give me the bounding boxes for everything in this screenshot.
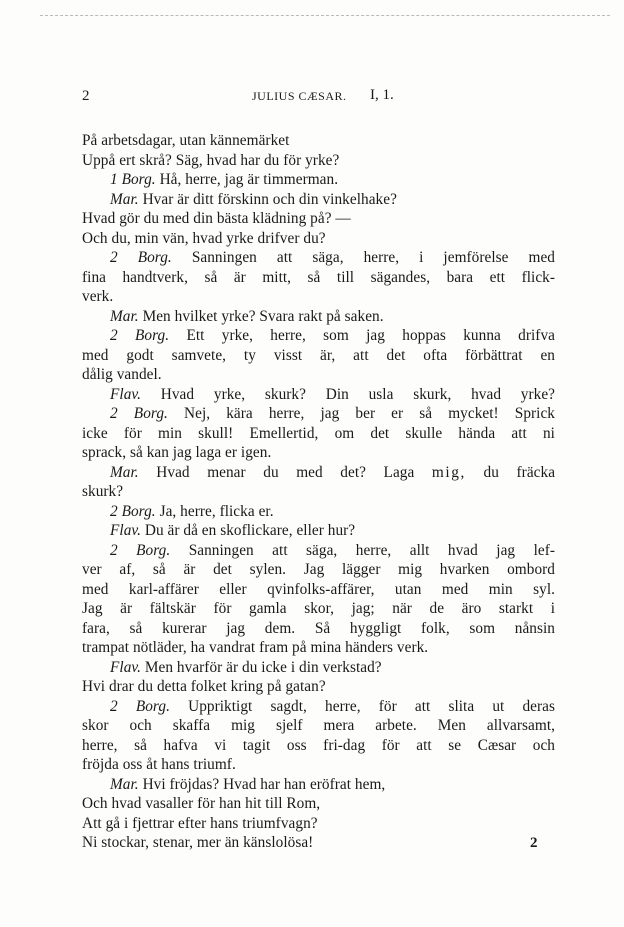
line-text: Sanningen att säga, herre, i jemförelse med (191, 249, 555, 266)
text-line (82, 716, 555, 736)
play-text-body (82, 131, 555, 853)
line-text: Hvad yrke, skurk? Din usla skurk, hvad yrke? (160, 385, 556, 403)
line-text: fara, så kurerar jag dem. Så hyggligt folk, som nånsin (82, 619, 555, 637)
scan-edge-artifact (40, 15, 610, 16)
line-text: Men hvilket yrke? Svara rakt på saken. (142, 307, 384, 325)
text-line (82, 307, 555, 327)
speaker-name: Mar. (110, 190, 139, 208)
text-line (82, 580, 555, 600)
text-line (82, 190, 555, 210)
text-line (82, 697, 555, 717)
line-text: Jag är fältskär för gamla skor, jag; när de äro starkt i (82, 600, 555, 617)
act-scene-marker: I, 1. (370, 87, 394, 103)
speaker-name: Mar. (110, 775, 139, 793)
speaker-name: Mar. (110, 307, 139, 325)
line-text: Hvi fröjdas? Hvad har han eröfrat hem, (142, 775, 386, 793)
line-text: dålig vandel. (82, 366, 162, 383)
speaker-name: Flav. (110, 385, 141, 403)
text-line (82, 755, 555, 775)
speaker-name: 2 Borg. (110, 541, 171, 559)
text-line (82, 619, 555, 639)
text-line (82, 248, 555, 268)
line-text: fina handtverk, så är mitt, så till sägandes, bara ett flick- (82, 268, 555, 286)
text-line (82, 638, 555, 658)
text-line (82, 326, 555, 346)
text-line (82, 424, 555, 444)
line-text: verk. (82, 288, 114, 305)
text-line (82, 443, 555, 463)
line-text: fröjda oss åt hans triumf. (82, 756, 236, 773)
text-line (82, 677, 555, 697)
text-line (82, 209, 555, 229)
running-header (82, 88, 552, 110)
text-line (82, 268, 555, 288)
emphasized-word: mig, (431, 463, 466, 481)
text-line (82, 599, 555, 619)
speaker-name: 2 Borg. (110, 249, 172, 266)
speaker-name: 2 Borg. (110, 327, 170, 344)
line-text: Hvi drar du detta folket kring på gatan? (82, 678, 326, 695)
text-line (82, 833, 555, 853)
speaker-name: 2 Borg. (110, 405, 168, 422)
text-line (82, 170, 555, 190)
signature-mark: 2 (530, 835, 538, 851)
line-text-continued: du fräcka (483, 463, 556, 481)
speaker-name: Flav. (110, 522, 141, 539)
text-line (82, 794, 555, 814)
line-text: Och du, min vän, hvad yrke drifver du? (82, 229, 326, 247)
line-text: Hvad gör du med din bästa klädning på? — (82, 210, 351, 227)
line-text: Ni stockar, stenar, mer än känslolösa! (82, 834, 314, 851)
line-text: med karl-affärer eller qvinfolks-affärer, utan med min syl. (82, 580, 555, 598)
text-line (82, 385, 555, 405)
text-line (82, 502, 555, 522)
text-line (82, 560, 555, 580)
line-text: skor och skaffa mig sjelf mera arbete. Men allvarsamt, (82, 717, 555, 734)
text-line (82, 658, 555, 678)
speaker-name: Mar. (110, 463, 139, 481)
text-line (82, 151, 555, 171)
text-line (82, 482, 555, 502)
line-text: ver af, så är det sylen. Jag lägger mig hvarken ombord (82, 561, 555, 578)
text-line (82, 814, 555, 834)
line-text: Ja, herre, flicka er. (159, 502, 274, 520)
line-text: Att gå i fjettrar efter hans triumfvagn? (82, 814, 318, 832)
line-text: skurk? (82, 483, 124, 500)
speaker-name: 1 Borg. (110, 171, 156, 188)
line-text: Hvar är ditt förskinn och din vinkelhake? (142, 190, 397, 208)
running-title: JULIUS CÆSAR. (252, 89, 347, 103)
text-line (82, 346, 555, 366)
text-line (82, 131, 555, 151)
text-line (82, 541, 555, 561)
line-text: Hvad menar du med det? Laga (156, 463, 415, 481)
text-line (82, 365, 555, 385)
line-text: herre, så hafva vi tagit oss fri-dag för att se Cæsar och (82, 736, 555, 754)
line-text: Och hvad vasaller för han hit till Rom, (82, 795, 321, 812)
line-text: Sanningen att säga, herre, allt hvad jag lef- (188, 541, 555, 559)
line-text: icke för min skull! Emellertid, om det skulle hända att ni (82, 424, 555, 442)
page-number: 2 (82, 88, 90, 104)
speaker-name: Flav. (110, 658, 141, 676)
line-text: trampat nötläder, ha vandrat fram på mina händers verk. (82, 639, 429, 656)
line-text: Uppå ert skrå? Säg, hvad har du för yrke? (82, 151, 340, 169)
text-line (82, 775, 555, 795)
line-text: sprack, så kan jag laga er igen. (82, 444, 272, 461)
text-line (82, 521, 555, 541)
line-text: Men hvarför är du icke i din verkstad? (144, 658, 382, 676)
line-text: På arbetsdagar, utan kännemärket (82, 132, 290, 149)
text-line (82, 404, 555, 424)
text-line (82, 463, 555, 483)
line-text: Du är då en skoflickare, eller hur? (144, 522, 356, 539)
text-line (82, 736, 555, 756)
speaker-name: 2 Borg. (110, 502, 156, 520)
line-text: Nej, kära herre, jag ber er så mycket! Sprick (184, 405, 556, 422)
line-text: med godt samvete, ty visst är, att det ofta förbättrat en (82, 346, 555, 364)
speaker-name: 2 Borg. (110, 697, 170, 715)
text-line (82, 229, 555, 249)
line-text: Uppriktigt sagdt, herre, för att slita ut deras (188, 697, 556, 715)
line-text: Ett yrke, herre, som jag hoppas kunna drifva (186, 327, 555, 344)
text-line (82, 287, 555, 307)
line-text: Hå, herre, jag är timmerman. (159, 171, 339, 188)
